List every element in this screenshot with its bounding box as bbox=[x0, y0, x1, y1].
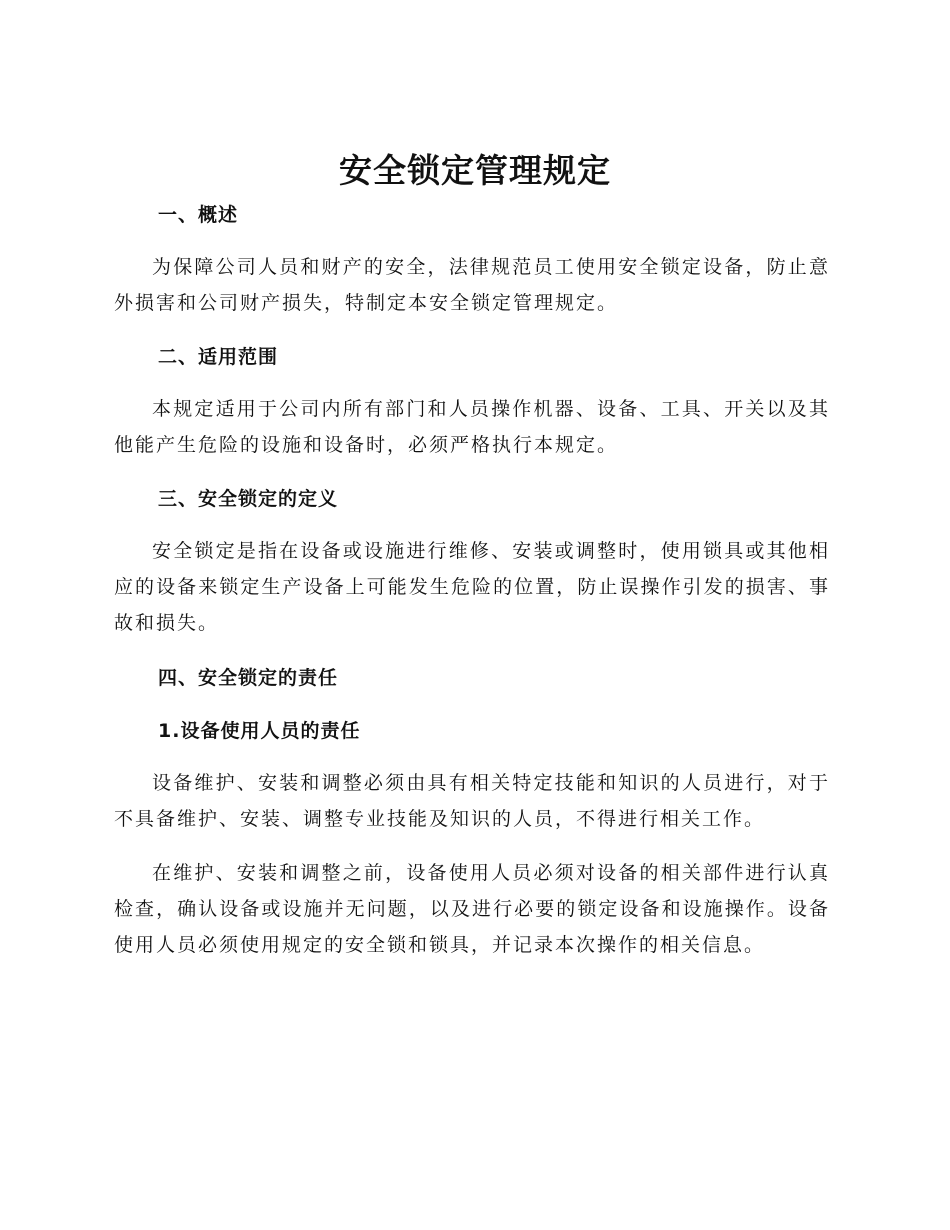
paragraph-definition: 安全锁定是指在设备或设施进行维修、安装或调整时，使用锁具或其他相应的设备来锁定生产设备上可能发生危险的位置，防止误操作引发的损害、事故和损失。 bbox=[114, 540, 830, 634]
paragraph-scope: 本规定适用于公司内所有部门和人员操作机器、设备、工具、开关以及其他能产生危险的设施和设备时，必须严格执行本规定。 bbox=[114, 398, 830, 456]
section-heading-responsibility: 四、安全锁定的责任 bbox=[158, 667, 339, 689]
paragraph-overview: 为保障公司人员和财产的安全，法律规范员工使用安全锁定设备，防止意外损害和公司财产损失，特制定本安全锁定管理规定。 bbox=[114, 256, 830, 314]
section-heading-scope: 二、适用范围 bbox=[158, 346, 279, 368]
document-title: 安全锁定管理规定 bbox=[339, 151, 611, 190]
paragraph-equipment-users-2: 在维护、安装和调整之前，设备使用人员必须对设备的相关部件进行认真检查，确认设备或设施并无问题，以及进行必要的锁定设备和设施操作。设备使用人员必须使用规定的安全锁和锁具，并记录本次操作的相关信息。 bbox=[114, 862, 830, 956]
section-heading-definition: 三、安全锁定的定义 bbox=[158, 488, 339, 510]
subsection-heading-equipment-users: 1.设备使用人员的责任 bbox=[158, 720, 361, 742]
paragraph-equipment-users-1: 设备维护、安装和调整必须由具有相关特定技能和知识的人员进行，对于不具备维护、安装、调整专业技能及知识的人员，不得进行相关工作。 bbox=[114, 772, 830, 830]
section-heading-overview: 一、概述 bbox=[158, 204, 239, 226]
